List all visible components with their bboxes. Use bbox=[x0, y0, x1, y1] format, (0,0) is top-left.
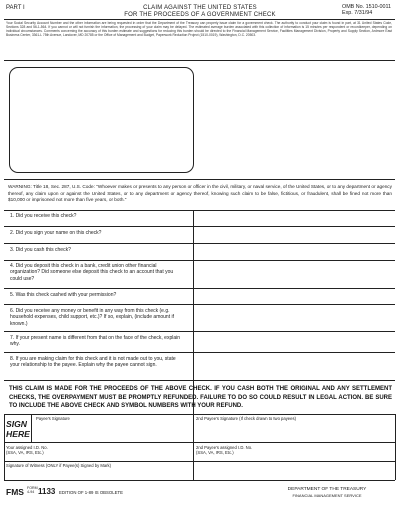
form-number: 1133 bbox=[38, 487, 56, 496]
form-word-block bbox=[27, 486, 38, 494]
overpayment-notice: THIS CLAIM IS MADE FOR THE PROCEEDS OF THE ABOVE CHECK. IF YOU CASH BOTH THE ORIGINAL AND ANY SETTLEMENT CHECKS, THE OVERPAYMENT MUST BE PROMPTLY REFUNDED. FAILURE TO DO SO COULD RESULT IN LEGAL ACTION. BE SURE TO INCLUDE THE ABOVE CHECK AND SYMBOL NUMBERS WITH YOUR REFUND. bbox=[9, 386, 392, 410]
second-payee-id-label: 2nd Payee's assigned I.D. No. (SSA, VA, IRS, Etc.) bbox=[196, 445, 253, 455]
question-text: Did you receive any money or benefit in any way from this check (e.g. household expenses, child support, etc.)? If so, explain, (include amount if known.) bbox=[10, 308, 174, 327]
fms-label: FMS bbox=[6, 487, 24, 497]
question-row-2 bbox=[10, 230, 186, 236]
payee-id-field[interactable] bbox=[60, 444, 190, 460]
question-text: If you are making claim for this check and it is not made out to you, state your relationship to the payee. Explain why the payee cannot sign. bbox=[10, 356, 176, 369]
question-row-4 bbox=[10, 263, 186, 282]
sign-here-line1: SIGN bbox=[6, 419, 28, 429]
warning-text: WARNING: Title 18, Sec. 287, U.S. Code: "Whoever makes or presents to any person or officer in the civil, military, or naval service, of the United States, or to any department or agency thereof, any claim upon or against the United States, or to any department or agency thereof, knowing such claim to be false, fictitious, or fraudulent, shall be fined not more than $10,000 or imprisoned not more than five years, or both." bbox=[8, 184, 392, 203]
form-title-line1: CLAIM AGAINST THE UNITED STATES bbox=[143, 5, 257, 11]
witness-signature-field[interactable] bbox=[6, 468, 393, 480]
question-number: 1. bbox=[10, 213, 15, 219]
service-name: FINANCIAL MANAGEMENT SERVICE bbox=[292, 493, 362, 498]
question-row-7 bbox=[10, 335, 186, 348]
second-payee-signature-field[interactable] bbox=[195, 422, 393, 441]
second-payee-id-field[interactable] bbox=[262, 444, 392, 460]
department-name: DEPARTMENT OF THE TREASURY bbox=[287, 487, 367, 492]
question-row-8 bbox=[10, 356, 186, 369]
omb-block bbox=[342, 4, 391, 17]
question-row-5 bbox=[10, 292, 186, 298]
question-text: If your present name is different from that on the face of the check, explain why. bbox=[10, 335, 181, 348]
question-text: Did you cash this check? bbox=[15, 247, 71, 253]
part-label: PART I bbox=[6, 5, 25, 11]
payee-signature-label: Payee's Signature bbox=[36, 416, 70, 421]
question-number: 8. bbox=[10, 356, 15, 362]
omb-number: OMB No. 1510-0011 bbox=[342, 4, 392, 10]
question-text: Did you deposit this check in a bank, credit union other financial organization? Did someone else deposit this check to an account that you could use? bbox=[10, 263, 174, 282]
question-number: 3. bbox=[10, 247, 15, 253]
payee-signature-field[interactable] bbox=[33, 422, 192, 441]
question-text: Did you sign your name on this check? bbox=[15, 230, 102, 236]
question-row-6 bbox=[10, 308, 186, 327]
question-number: 2. bbox=[10, 230, 15, 236]
department-block bbox=[260, 487, 394, 499]
question-number: 5. bbox=[10, 292, 15, 298]
witness-signature-label: Signature of Witness (ONLY if Payee(s) Signed by Mark) bbox=[6, 463, 112, 468]
form-date: 4-94 bbox=[27, 490, 35, 495]
form-title-line2: FOR THE PROCEEDS OF A GOVERNMENT CHECK bbox=[124, 12, 276, 18]
question-number: 4. bbox=[10, 263, 15, 269]
sign-here-line2: HERE bbox=[6, 429, 30, 439]
payee-id-label: Your assigned I.D. No. (SSA, VA, IRS, Etc.) bbox=[6, 445, 48, 455]
sign-here-box bbox=[4, 414, 32, 442]
question-text: Did you receive this check? bbox=[15, 213, 77, 219]
expiration-date: Exp. 7/31/94 bbox=[342, 10, 373, 17]
second-payee-signature-label: 2nd Payee's Signature (If check drawn to two payees) bbox=[196, 416, 296, 421]
question-row-3 bbox=[10, 247, 186, 253]
question-number: 6. bbox=[10, 308, 15, 314]
form-title bbox=[0, 5, 400, 19]
edition-note: EDITION OF 1-89 IS OBSOLETE bbox=[59, 490, 123, 495]
question-row-1 bbox=[10, 213, 186, 219]
privacy-notice: Your Social Security Account Number and the other information are being requested in order that the Department of the Treasury can properly issue claim for a government check. The authority to conduct your claim is found in part, at 31 United States Code, Sections 328 and 56-1-564. If you cannot or will not furnish the information, the processing of your claim may be delayed. The estimated average burden associated with this collection of information is 15 minutes per respondent or recordkeeper, depending on individual circumstances. Comments concerning the accuracy of this burden estimate and suggestions for reducing this burden should be directed to the Financial Management Service, Facilities Management Division, Property and Supply Section, Ardmore East Business Center, 3361-L 75th Avenue, Landover, MD 20785 or the Office of Management and Budget, Paperwork Reduction Project (1510-0019), Washington, D.C. 20503. bbox=[6, 21, 392, 37]
question-text: Was this check cashed with your permission? bbox=[15, 292, 117, 298]
form-word: FORM bbox=[27, 486, 38, 490]
question-number: 7. bbox=[10, 335, 15, 341]
check-image-box bbox=[9, 67, 194, 173]
